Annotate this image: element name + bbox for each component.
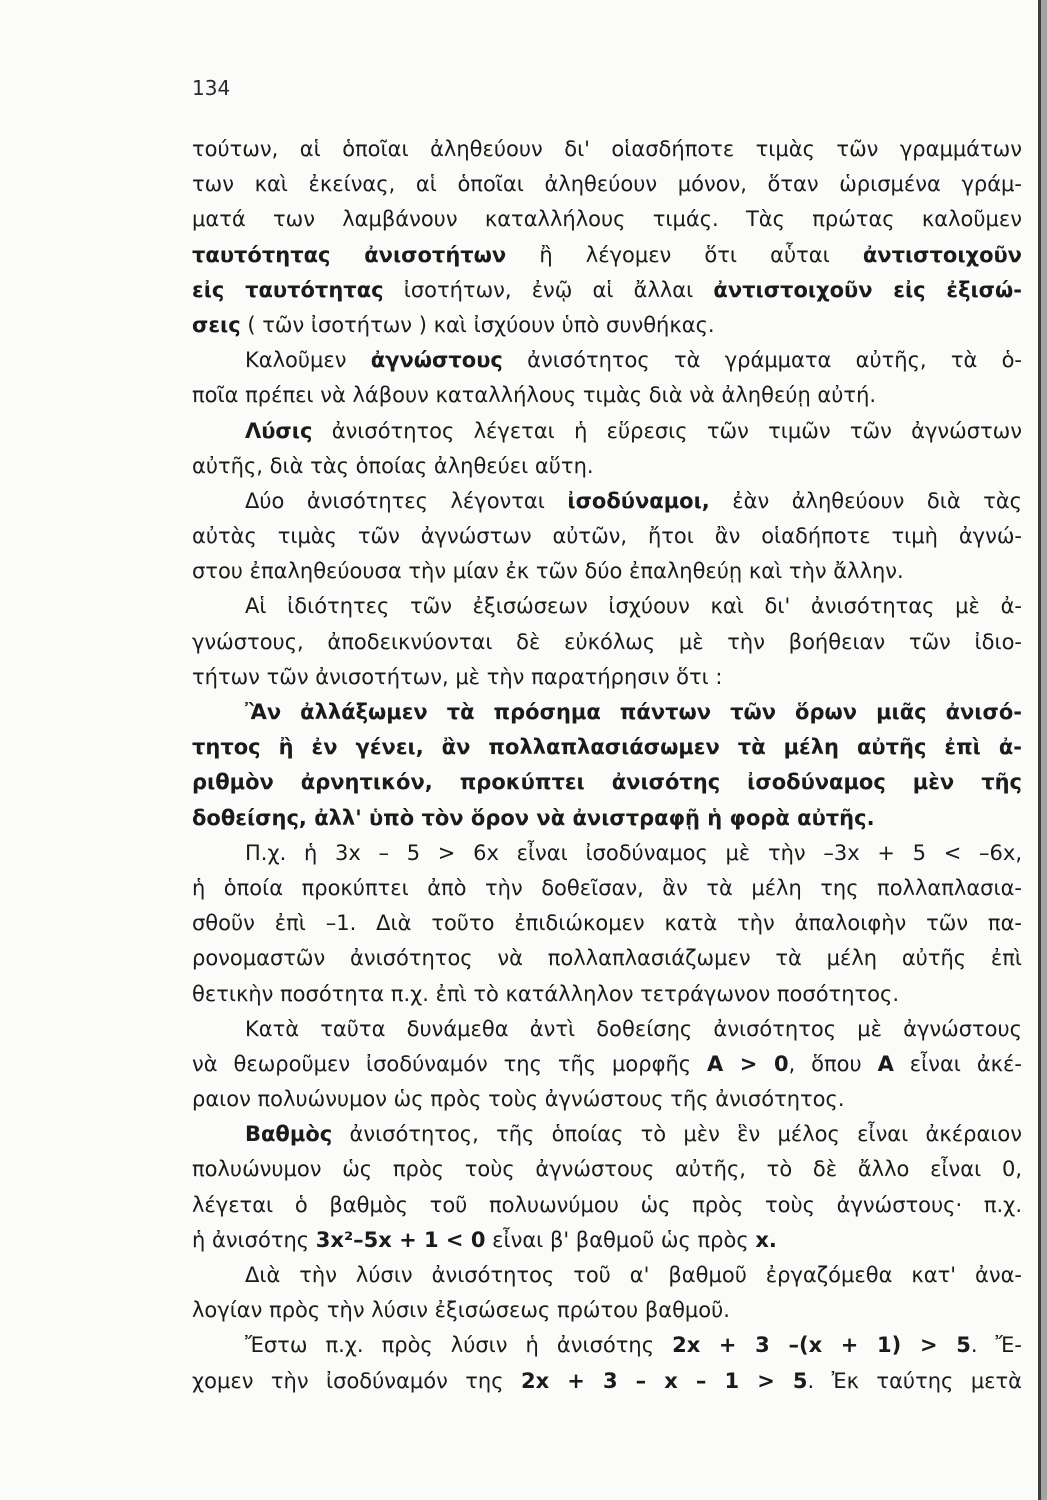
paragraph — [192, 836, 1022, 1012]
paragraph — [192, 1258, 1022, 1328]
scan-edge-band — [1041, 0, 1047, 1500]
paragraph — [192, 589, 1022, 695]
text-run: πολυώνυμον ὡς πρὸς τοὺς ἀγνώστους αὐτῆς, τὸ δὲ ἄλλο εἶναι 0, — [192, 1157, 1022, 1182]
text-line — [192, 977, 1022, 1012]
text-line — [192, 1328, 1022, 1363]
bold-text-run: 2x + 3 – x – 1 > 5 — [521, 1368, 808, 1393]
text-run: ( τῶν ἰσοτήτων ) καὶ ἰσχύουν ὑπὸ συνθήκας. — [240, 312, 715, 337]
text-run: ποῖα πρέπει νὰ λάβουν καταλλήλους τιμὰς διὰ νὰ ἀληθεύῃ αὐτή. — [192, 383, 877, 408]
text-line — [192, 871, 1022, 906]
paragraph — [192, 343, 1022, 413]
bold-text-run: 2x + 3 –(x + 1) > 5 — [672, 1333, 971, 1358]
text-line — [192, 1117, 1022, 1152]
text-run: λέγεται ὁ βαθμὸς τοῦ πολυωνύμου ὡς πρὸς τοὺς ἀγνώστους· π.χ. — [192, 1192, 1022, 1217]
text-run: ραιον πολυώνυμον ὡς πρὸς τοὺς ἀγνώστους τῆς ἀνισότητος. — [192, 1087, 845, 1112]
bold-text-run: εἰς ταυτότητας — [192, 277, 384, 302]
text-run: νὰ θεωροῦμεν ἰσοδύναμόν της τῆς μορφῆς — [192, 1051, 707, 1076]
bold-text-run: ταυτότητας ἀνισοτήτων — [192, 242, 507, 267]
text-run: ἢ λέγομεν ὅτι αὗται — [506, 242, 863, 267]
text-run: , ὅπου — [788, 1051, 878, 1076]
text-run: γνώστους, ἀποδεικνύονται δὲ εὐκόλως μὲ τὴν βοήθειαν τῶν ἰδιο- — [192, 629, 1022, 654]
text-run: εἶναι β' βαθμοῦ ὡς πρὸς — [485, 1227, 756, 1252]
bold-text-run: ἀγνώστους — [370, 348, 503, 373]
text-line — [192, 1082, 1022, 1117]
text-run: ἡ ὁποία προκύπτει ἀπὸ τὴν δοθεῖσαν, ἂν τὰ μέλη της πολλαπλασια- — [192, 875, 1022, 900]
text-run: ἰσοτήτων, ἐνῷ αἱ ἄλλαι — [383, 277, 714, 302]
text-run: Π.χ. ἡ 3x – 5 > 6x εἶναι ἰσοδύναμος μὲ τὴν –3x + 5 < –6x, — [245, 840, 1022, 865]
text-line — [192, 343, 1022, 378]
text-line — [192, 519, 1022, 554]
text-line — [192, 1188, 1022, 1223]
text-line — [192, 801, 1022, 836]
text-run: ἐὰν ἀληθεύουν διὰ τὰς — [709, 488, 1022, 513]
bold-text-run: Βαθμὸς — [245, 1122, 333, 1147]
text-line — [192, 273, 1022, 308]
bold-text-run: Α > 0 — [707, 1051, 789, 1076]
text-line — [192, 625, 1022, 660]
text-line — [192, 589, 1022, 624]
text-line — [192, 308, 1022, 343]
text-run: Δύο ἀνισότητες λέγονται — [245, 488, 568, 513]
bold-text-run: ἰσοδύναμοι, — [567, 488, 710, 513]
text-line — [192, 167, 1022, 202]
text-line — [192, 1012, 1022, 1047]
page-number: 134 — [192, 76, 231, 100]
bold-text-run: Λύσις — [245, 418, 313, 443]
text-line — [192, 1152, 1022, 1187]
text-line — [192, 414, 1022, 449]
text-run: λογίαν πρὸς τὴν λύσιν ἐξισώσεως πρώτου βαθμοῦ. — [192, 1298, 730, 1323]
bold-text-run: Α — [877, 1051, 894, 1076]
paragraph — [192, 414, 1022, 484]
text-line — [192, 906, 1022, 941]
bold-text-run: δοθείσης, ἀλλ' ὑπὸ τὸν ὅρον νὰ ἀνιστραφῇ ἡ φορὰ αὐτῆς. — [192, 805, 875, 830]
text-run: ρονομαστῶν ἀνισότητος νὰ πολλαπλασιάζωμεν τὰ μέλη αὐτῆς ἐπὶ — [192, 946, 1022, 971]
text-line — [192, 1223, 1022, 1258]
bold-text-run: ἀντιστοιχοῦν — [862, 242, 1022, 267]
text-run: αὐτὰς τιμὰς τῶν ἀγνώστων αὐτῶν, ἤτοι ἂν οἱαδήποτε τιμὴ ἀγνώ- — [192, 524, 1022, 549]
text-line — [192, 660, 1022, 695]
text-run: ματά των λαμβάνουν καταλλήλους τιμάς. Τὰς πρώτας καλοῦμεν — [192, 207, 1022, 232]
paragraph — [192, 695, 1022, 836]
page-body-text — [192, 132, 1022, 1399]
text-line — [192, 1364, 1022, 1399]
text-line — [192, 1258, 1022, 1293]
text-run: χομεν τὴν ἰσοδύναμόν της — [192, 1368, 522, 1393]
text-line — [192, 449, 1022, 484]
text-line — [192, 132, 1022, 167]
bold-text-run: τητος ἢ ἐν γένει, ἂν πολλαπλασιάσωμεν τὰ μέλη αὐτῆς ἐπὶ ἀ- — [192, 735, 1022, 760]
text-run: τήτων τῶν ἀνισοτήτων, μὲ τὴν παρατήρησιν ὅτι : — [192, 664, 723, 689]
bold-text-run: 3x²–5x + 1 < 0 — [315, 1227, 486, 1252]
text-line — [192, 202, 1022, 237]
text-line — [192, 836, 1022, 871]
text-run: των καὶ ἐκείνας, αἱ ὁποῖαι ἀληθεύουν μόνον, ὅταν ὡρισμένα γράμ- — [192, 172, 1022, 197]
text-run: ἀνισότητος τὰ γράμματα αὐτῆς, τὰ ὁ- — [502, 348, 1022, 373]
text-run: σθοῦν ἐπὶ –1. Διὰ τοῦτο ἐπιδιώκομεν κατὰ τὴν ἀπαλοιφὴν τῶν πα- — [192, 911, 1022, 936]
paragraph — [192, 1328, 1022, 1398]
text-run: Κατὰ ταῦτα δυνάμεθα ἀντὶ δοθείσης ἀνισότητος μὲ ἀγνώστους — [245, 1016, 1022, 1041]
text-run: Διὰ τὴν λύσιν ἀνισότητος τοῦ α' βαθμοῦ ἐργαζόμεθα κατ' ἀνα- — [245, 1263, 1022, 1287]
paragraph — [192, 1012, 1022, 1118]
bold-text-run: ριθμὸν ἀρνητικόν, προκύπτει ἀνισότης ἰσοδύναμος μὲν τῆς — [192, 770, 1022, 795]
text-run: Αἱ ἰδιότητες τῶν ἐξισώσεων ἰσχύουν καὶ δι' ἀνισότητας μὲ ἀ- — [245, 594, 1022, 619]
paragraph — [192, 132, 1022, 343]
text-line — [192, 695, 1022, 730]
text-run: Καλοῦμεν — [245, 348, 371, 373]
text-run: Ἔστω π.χ. πρὸς λύσιν ἡ ἀνισότης — [245, 1333, 673, 1358]
bold-text-run: x. — [755, 1227, 777, 1252]
text-line — [192, 1293, 1022, 1328]
text-line — [192, 941, 1022, 976]
text-run: ἀνισότητος, τῆς ὁποίας τὸ μὲν ἓν μέλος εἶναι ἀκέραιον — [332, 1122, 1022, 1147]
text-run: αὐτῆς, διὰ τὰς ὁποίας ἀληθεύει αὕτη. — [192, 453, 594, 478]
text-line — [192, 554, 1022, 589]
text-run: εἶναι ἀκέ- — [893, 1051, 1022, 1076]
text-line — [192, 378, 1022, 413]
text-run: τούτων, αἱ ὁποῖαι ἀληθεύουν δι' οἱασδήποτε τιμὰς τῶν γραμμάτων — [192, 137, 1022, 161]
paragraph — [192, 484, 1022, 590]
text-line — [192, 765, 1022, 800]
text-line — [192, 238, 1022, 273]
text-run: . Ἐκ ταύτης μετὰ — [807, 1368, 1022, 1393]
bold-text-run: ἀντιστοιχοῦν εἰς ἐξισώ- — [713, 277, 1022, 302]
bold-text-run: σεις — [192, 312, 241, 337]
text-run: θετικὴν ποσότητα π.χ. ἐπὶ τὸ κατάλληλον τετράγωνον ποσότητος. — [192, 981, 899, 1006]
text-line — [192, 484, 1022, 519]
text-run: ἀνισότητος λέγεται ἡ εὕρεσις τῶν τιμῶν τῶν ἀγνώστων — [312, 418, 1022, 443]
paragraph — [192, 1117, 1022, 1258]
text-run: . Ἔ- — [970, 1333, 1022, 1358]
text-line — [192, 730, 1022, 765]
text-run: στου ἐπαληθεύουσα τὴν μίαν ἐκ τῶν δύο ἐπαληθεύῃ καὶ τὴν ἄλλην. — [192, 559, 904, 584]
text-line — [192, 1047, 1022, 1082]
bold-text-run: Ἂν ἀλλάξωμεν τὰ πρόσημα πάντων τῶν ὅρων μιᾶς ἀνισό- — [245, 700, 1022, 724]
text-run: ἡ ἀνισότης — [192, 1227, 316, 1252]
